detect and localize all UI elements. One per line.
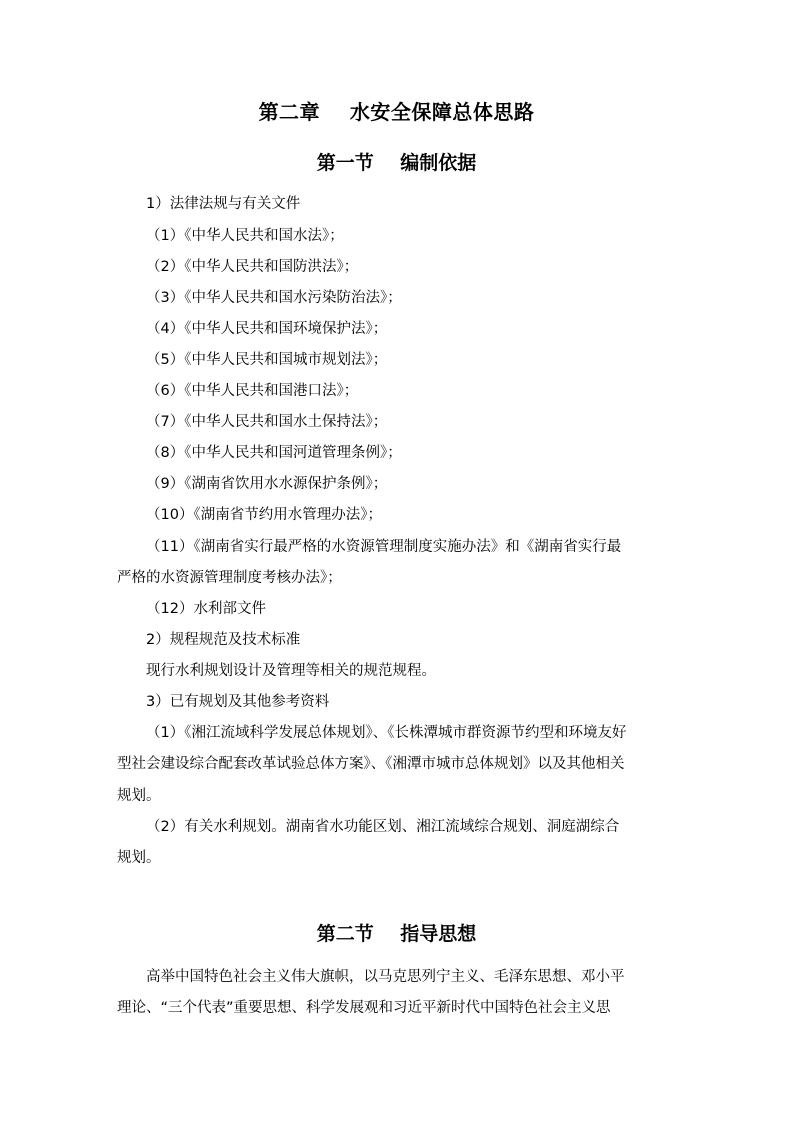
list-item: （1）《湘江流域科学发展总体规划》、《长株潭城市群资源节约型和环境友好: [146, 725, 627, 741]
paragraph-line: 理论、“三个代表”重要思想、科学发展观和习近平新时代中国特色社会主义思: [117, 1000, 611, 1016]
list-item: （3）《中华人民共和国水污染防治法》；: [146, 290, 402, 306]
paragraph-line: 现行水利规划设计及管理等相关的规范规程。: [146, 663, 436, 679]
list-item: （2）《中华人民共和国防洪法》；: [146, 259, 359, 275]
chapter-title: 第二章 水安全保障总体思路: [258, 100, 535, 124]
section-title-guiding-ideology: 第二节 指导思想: [316, 923, 477, 945]
section-title-basis: 第一节 编制依据: [316, 152, 477, 174]
list-item-continuation: 规划。: [117, 788, 161, 804]
list-item: （12）水利部文件: [146, 601, 266, 617]
paragraph-line: 高举中国特色社会主义伟大旗帜，以马克思列宁主义、毛泽东思想、邓小平: [146, 969, 625, 985]
list-item: （4）《中华人民共和国环境保护法》；: [146, 321, 388, 337]
list-item-continuation: 严格的水资源管理制度考核办法》；: [117, 570, 342, 586]
list-item: （2）有关水利规划。湖南省水功能区划、湘江流域综合规划、洞庭湖综合: [146, 819, 620, 835]
list-item: 1）法律法规与有关文件: [146, 196, 301, 212]
list-item: （1）《中华人民共和国水法》；: [146, 228, 344, 244]
list-heading: 2）规程规范及技术标准: [146, 632, 301, 648]
list-item: （11）《湖南省实行最严格的水资源管理制度实施办法》和《湖南省实行最: [146, 539, 622, 555]
list-item: （8）《中华人民共和国河道管理条例》；: [146, 445, 402, 461]
list-item: （6）《中华人民共和国港口法》；: [146, 383, 359, 399]
list-item: （9）《湖南省饮用水水源保护条例》；: [146, 476, 388, 492]
list-heading: 3）已有规划及其他参考资料: [146, 694, 330, 710]
list-item-continuation: 规划。: [117, 850, 161, 866]
list-item: （5）《中华人民共和国城市规划法》；: [146, 352, 388, 368]
list-item: （7）《中华人民共和国水土保持法》；: [146, 414, 388, 430]
list-item-continuation: 型社会建设综合配套改革试验总体方案》、《湘潭市城市总体规划》以及其他相关: [117, 756, 625, 772]
list-item: （10）《湖南省节约用水管理办法》；: [146, 507, 382, 523]
